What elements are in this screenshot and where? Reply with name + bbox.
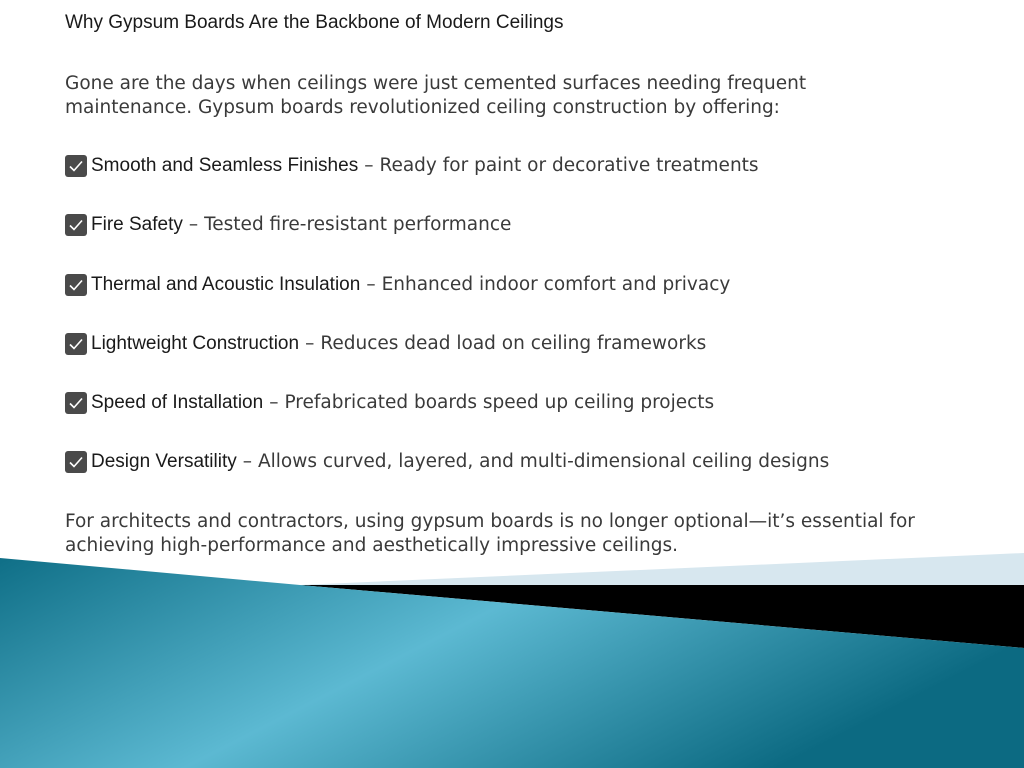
item-title: Thermal and Acoustic Insulation (91, 274, 361, 295)
item-title: Fire Safety (91, 214, 183, 235)
item-description: Enhanced indoor comfort and privacy (381, 274, 731, 295)
item-separator: – (366, 274, 376, 295)
slide-heading: Why Gypsum Boards Are the Backbone of Modern Ceilings (65, 12, 564, 33)
item-title: Smooth and Seamless Finishes (91, 155, 359, 176)
item-separator: – (364, 155, 374, 176)
item-separator: – (188, 214, 199, 235)
item-description: Tested fire-resistant performance (204, 214, 512, 235)
item-title: Speed of Installation (91, 392, 264, 413)
item-description: Ready for paint or decorative treatments (379, 155, 759, 176)
pale-blue-band (300, 553, 1024, 585)
item-title: Design Versatility (91, 451, 237, 472)
item-separator: – (305, 333, 315, 354)
item-separator: – (269, 392, 279, 413)
item-description: Prefabricated boards speed up ceiling projects (284, 392, 715, 413)
intro-paragraph: Gone are the days when ceilings were just cemented surfaces needing frequent maintenance. Gypsum boards revolutionized ceiling construction by offering: (65, 73, 807, 118)
item-description: Reduces dead load on ceiling frameworks (320, 333, 707, 354)
item-separator: – (242, 451, 252, 472)
item-description: Allows curved, layered, and multi-dimensional ceiling designs (257, 451, 830, 472)
closing-paragraph: For architects and contractors, using gypsum boards is no longer optional—it’s essential for achieving high-performance and aesthetically impressive ceilings. (65, 511, 915, 556)
item-title: Lightweight Construction (91, 333, 300, 354)
